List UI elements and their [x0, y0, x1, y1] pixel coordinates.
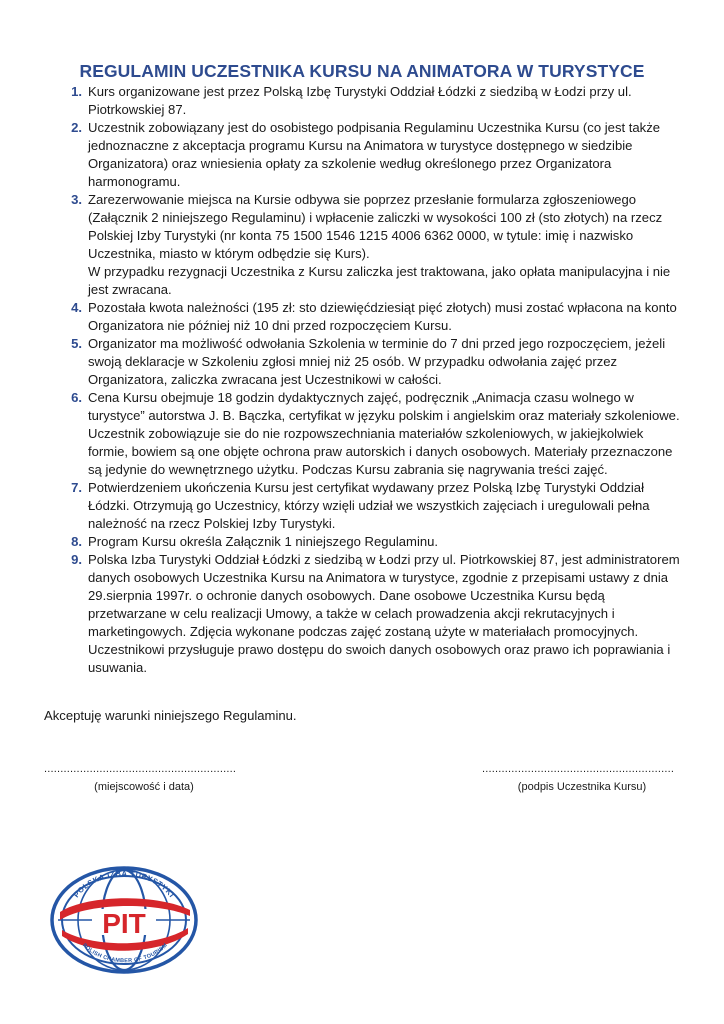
rule-item-3	[62, 191, 682, 299]
rule-item-1	[62, 83, 682, 119]
rule-item-2	[62, 119, 682, 191]
rule-number: 7.	[71, 480, 82, 495]
place-date-signature-field	[44, 762, 244, 794]
rule-number: 9.	[71, 552, 82, 567]
rule-text: Program Kursu określa Załącznik 1 niniejszego Regulaminu.	[88, 534, 439, 549]
rule-item-8	[62, 533, 682, 551]
acceptance-statement: Akceptuję warunki niniejszego Regulaminu.	[44, 708, 297, 723]
rule-item-7	[62, 479, 682, 533]
signature-line: ...........................................................	[44, 763, 237, 775]
rule-number: 4.	[71, 300, 82, 315]
rule-item-5	[62, 335, 682, 389]
rule-number: 2.	[71, 120, 82, 135]
rule-number: 1.	[71, 84, 82, 99]
rule-text: Polska Izba Turystyki Oddział Łódzki z siedzibą w Łodzi przy ul. Piotrkowskiej 87, jest administratorem danych osobowych Uczestnika Kursu na Animatora w turystyce, zgodnie z przepisami ustawy z dnia 29.sierpnia 1997r. o ochronie danych osobowych. Dane osobowe Uczestnika Kursu będą przetwarzane w celu realizacji Umowy, a także w celach prowadzenia akcji rekrutacyjnych i marketingowych. Zdjęcia wykonane podczas zajęć zostaną użyte w materiałach promocyjnych. Uczestnikowi przysługuje prawo dostępu do swoich danych osobowych oraz prawo ich poprawiania i usuwania.	[88, 552, 680, 675]
rule-number: 6.	[71, 390, 82, 405]
rule-text: Organizator ma możliwość odwołania Szkolenia w terminie do 7 dni przed jego rozpoczęciem, jeżeli swoją deklaracje w Szkoleniu zgłosi mniej niż 25 osób. W przypadku odwołania zajęć przez Organizatora, zaliczka zwracana jest Uczestnikowi w całości.	[88, 336, 666, 387]
rule-item-6	[62, 389, 682, 479]
rule-item-4	[62, 299, 682, 335]
logo-main-text: PIT	[102, 908, 146, 939]
rule-text: Zarezerwowanie miejsca na Kursie odbywa sie poprzez przesłanie formularza zgłoszeniowego (Załącznik 2 niniejszego Regulaminu) i wpłacenie zaliczki w wysokości 100 zł (sto złotych) na rzecz Polskiej Izby Turystyki (nr konta 75 1500 1546 1215 4006 6362 0000, w tytule: imię i nazwisko Uczestnika, miasto w którym odbędzie się Kurs).	[88, 192, 663, 261]
logo-arc-text-bottom: POLISH CHAMBER OF TOURISM	[81, 942, 169, 965]
rules-list	[62, 83, 682, 677]
rule-text: Cena Kursu obejmuje 18 godzin dydaktycznych zajęć, podręcznik „Animacja czasu wolnego w turystyce” autorstwa J. B. Bączka, certyfikat w języku polskim i angielskim oraz materiały szkoleniowe. Uczestnik zobowiązuje sie do nie rozpowszechniania materiałów szkoleniowych, w jakiejkolwiek formie, bowiem są one objęte ochrona praw autorskich i danych osobowych. Materiały przeznaczone są jedynie do wewnętrznego użytku. Podczas Kursu zabrania się nagrywania treści zajęć.	[88, 390, 680, 477]
rule-text: Uczestnik zobowiązany jest do osobistego podpisania Regulaminu Uczestnika Kursu (co jest także jednoznaczne z akceptacja programu Kursu na Animatora w turystyce dostępnego w siedzibie Organizatora) oraz wniesienia opłaty za szkolenie według określonego przez Organizatora harmonogramu.	[88, 120, 661, 189]
document-title: REGULAMIN UCZESTNIKA KURSU NA ANIMATORA W TURYSTYCE	[79, 61, 645, 81]
rule-number: 3.	[71, 192, 82, 207]
logo-arc-text-top: POLSKA IZBA TURYSTYKI	[71, 868, 177, 900]
rule-text: Pozostała kwota należności (195 zł: sto dziewięćdziesiąt pięć złotych) musi zostać wpłacona na konto Organizatora nie później niż 10 dni przed rozpoczęciem Kursu.	[88, 300, 677, 333]
participant-signature-field	[482, 762, 682, 794]
participant-signature-caption: (podpis Uczestnika Kursu)	[517, 781, 647, 793]
place-date-caption: (miejscowość i data)	[94, 781, 194, 793]
rule-text-continuation: W przypadku rezygnacji Uczestnika z Kursu zaliczka jest traktowana, jako opłata manipulacyjna i nie jest zwracana.	[88, 264, 671, 297]
signature-line: ...........................................................	[482, 763, 675, 775]
rule-text: Potwierdzeniem ukończenia Kursu jest certyfikat wydawany przez Polską Izbę Turystyki Oddział Łódzki. Otrzymują go Uczestnicy, którzy wzięli udział we wszystkich zajęciach i uregulowali pełna należność na rzecz Polskiej Izby Turystyki.	[88, 480, 650, 531]
rule-number: 5.	[71, 336, 82, 351]
rule-item-9	[62, 551, 682, 677]
rule-number: 8.	[71, 534, 82, 549]
rule-text: Kurs organizowane jest przez Polską Izbę Turystyki Oddział Łódzki z siedzibą w Łodzi przy ul. Piotrkowskiej 87.	[88, 84, 632, 117]
pit-logo	[48, 864, 200, 976]
